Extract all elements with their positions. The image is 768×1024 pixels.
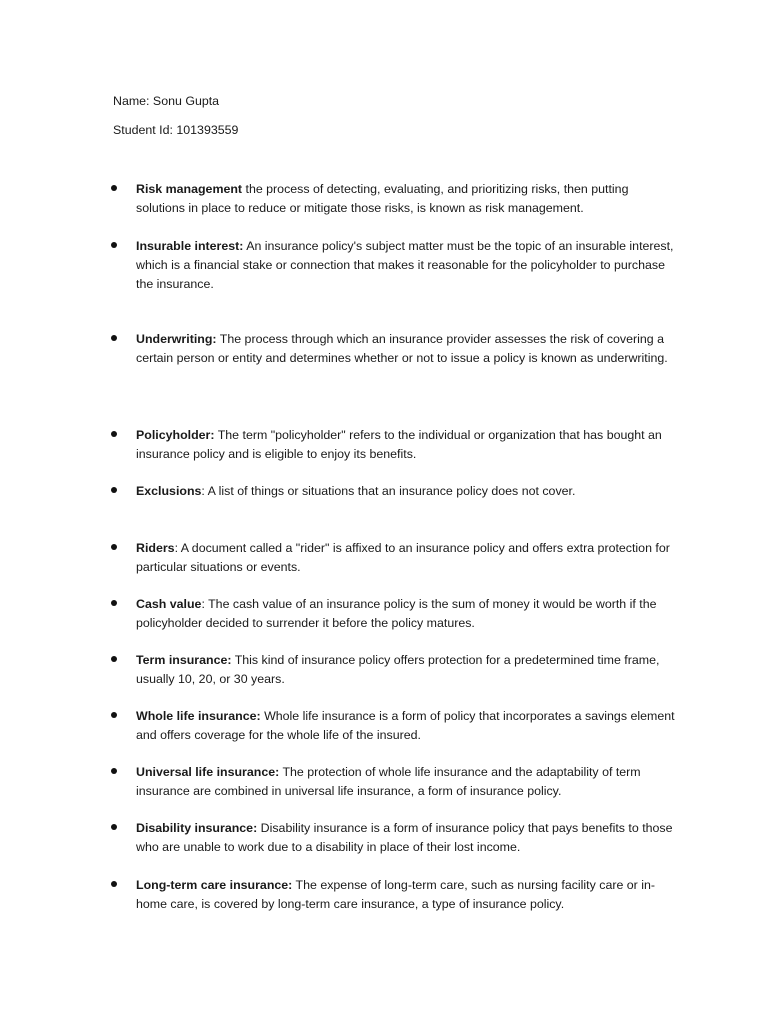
term-label: Long-term care insurance: xyxy=(136,878,293,892)
definition-text: The process through which an insurance provider assesses the risk of covering a certain person or entity and determines whether or not to issue a policy is known as underwriting. xyxy=(136,332,668,365)
student-name: Name: Sonu Gupta xyxy=(113,94,220,108)
list-item-text xyxy=(136,876,680,914)
definition-text: This kind of insurance policy offers protection for a predetermined time frame, usually 10, 20, or 30 years. xyxy=(136,653,660,686)
bullet-icon xyxy=(111,768,117,774)
term-label: Cash value xyxy=(136,597,202,611)
student-id: Student Id: 101393559 xyxy=(113,123,239,137)
term-label: Exclusions xyxy=(136,484,202,498)
definition-text: A list of things or situations that an insurance policy does not cover. xyxy=(207,484,576,498)
list-item-text xyxy=(136,482,680,501)
term-label: Policyholder: xyxy=(136,428,215,442)
bullet-icon xyxy=(111,487,117,493)
bullet-icon xyxy=(111,544,117,550)
bullet-icon xyxy=(111,242,117,248)
term-label: Term insurance: xyxy=(136,653,232,667)
list-item-text xyxy=(136,539,680,577)
bullet-icon xyxy=(111,600,117,606)
bullet-icon xyxy=(111,712,117,718)
list-item-text xyxy=(136,819,680,857)
list-item-text xyxy=(136,180,680,218)
term-separator: : xyxy=(201,484,208,498)
definition-text: the process of detecting, evaluating, and prioritizing risks, then putting solutions in place to reduce or mitigate those risks, is known as risk management. xyxy=(136,182,629,215)
list-item-text xyxy=(136,595,680,633)
term-label: Riders xyxy=(136,541,175,555)
definition-text: The cash value of an insurance policy is the sum of money it would be worth if the policyholder decided to surrender it before the policy matures. xyxy=(136,597,657,630)
list-item-text xyxy=(136,330,680,368)
bullet-icon xyxy=(111,881,117,887)
list-item-text xyxy=(136,426,680,464)
definition-text: The term "policyholder" refers to the individual or organization that has bought an insurance policy and is eligible to enjoy its benefits. xyxy=(136,428,662,461)
list-item-text xyxy=(136,763,680,801)
term-label: Disability insurance: xyxy=(136,821,258,835)
bullet-icon xyxy=(111,431,117,437)
definition-text: A document called a "rider" is affixed to an insurance policy and offers extra protection for particular situations or events. xyxy=(136,541,670,574)
term-separator: : xyxy=(174,541,181,555)
bullet-icon xyxy=(111,335,117,341)
definition-text: The protection of whole life insurance and the adaptability of term insurance are combined in universal life insurance, a form of insurance policy. xyxy=(136,765,641,798)
definition-text: Disability insurance is a form of insurance policy that pays benefits to those who are unable to work due to a disability in place of their lost income. xyxy=(136,821,673,854)
list-item-text xyxy=(136,237,680,294)
bullet-icon xyxy=(111,185,117,191)
term-label: Insurable interest: xyxy=(136,239,244,253)
definition-text: Whole life insurance is a form of policy that incorporates a savings element and offers coverage for the whole life of the insured. xyxy=(136,709,675,742)
bullet-icon xyxy=(111,656,117,662)
term-label: Universal life insurance: xyxy=(136,765,280,779)
list-item-text xyxy=(136,707,680,745)
list-item-text xyxy=(136,651,680,689)
term-separator: : xyxy=(201,597,209,611)
definition-text: An insurance policy's subject matter must be the topic of an insurable interest, which is a financial stake or connection that makes it reasonable for the policyholder to purchase the insurance. xyxy=(136,239,674,291)
term-label: Risk management xyxy=(136,182,243,196)
definition-text: The expense of long-term care, such as nursing facility care or in-home care, is covered by long-term care insurance, a type of insurance policy. xyxy=(136,878,656,911)
bullet-icon xyxy=(111,824,117,830)
term-label: Underwriting: xyxy=(136,332,217,346)
term-label: Whole life insurance: xyxy=(136,709,261,723)
